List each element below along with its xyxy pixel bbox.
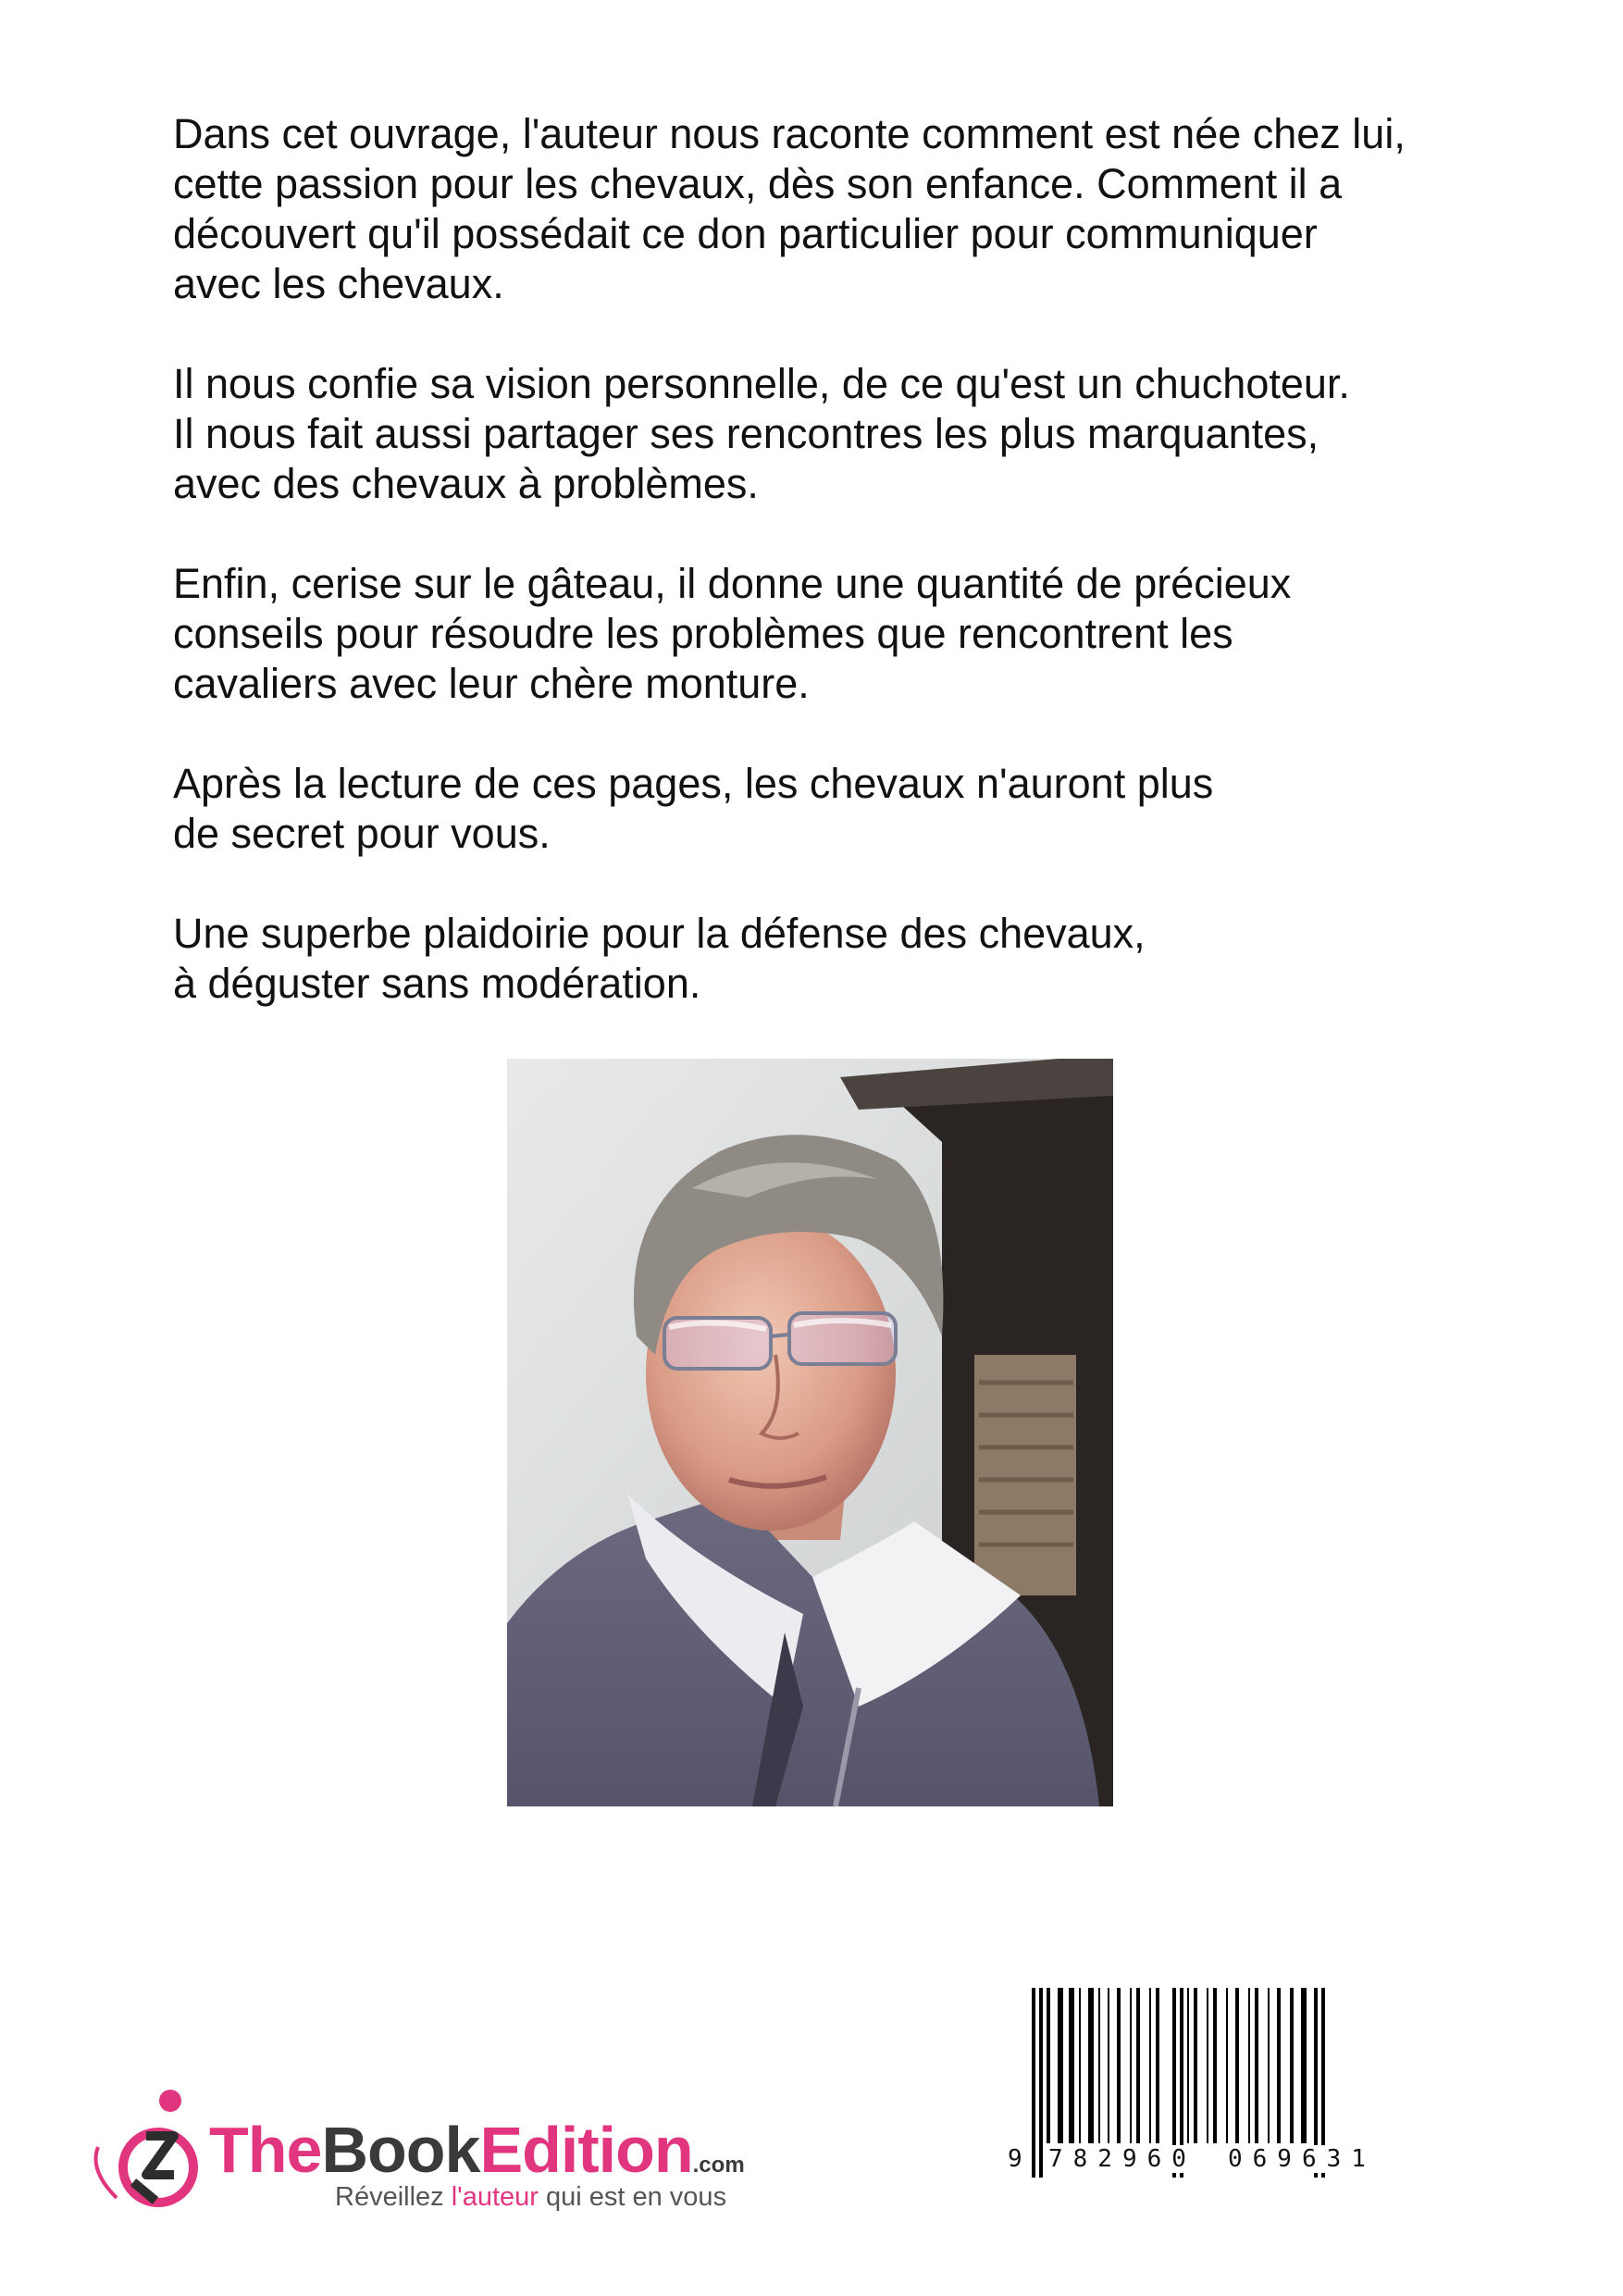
blurb-line: Il nous confie sa vision personnelle, de ce qu'est un chuchoteur.	[173, 360, 1350, 407]
blurb-line: cavaliers avec leur chère monture.	[173, 660, 810, 707]
blurb-line: Enfin, cerise sur le gâteau, il donne une quantité de précieux	[173, 560, 1292, 607]
blurb-paragraph-2	[173, 359, 1542, 509]
isbn-group-2: 069631	[1228, 2145, 1376, 2173]
barcode-bar	[1069, 1988, 1074, 2143]
barcode-bar	[1194, 1988, 1197, 2143]
barcode-bar	[1079, 1988, 1081, 2143]
blurb-line: conseils pour résoudre les problèmes que rencontrent les	[173, 610, 1233, 657]
barcode-bar	[1047, 1988, 1050, 2143]
barcode-bar	[1248, 1988, 1250, 2143]
publisher-tagline	[335, 2182, 726, 2213]
blurb-paragraph-3	[173, 559, 1542, 709]
blurb-line: cette passion pour les chevaux, dès son enfance. Comment il a	[173, 160, 1343, 207]
blurb-line: à déguster sans modération.	[173, 960, 701, 1007]
barcode-bar	[1130, 1988, 1132, 2143]
blurb-line: avec des chevaux à problèmes.	[173, 460, 759, 507]
blurb-paragraph-4	[173, 759, 1542, 859]
blurb-line: Après la lecture de ces pages, les chevaux n'auront plus	[173, 760, 1214, 807]
barcode-bar	[1255, 1988, 1258, 2143]
blurb-line: Il nous fait aussi partager ses rencontres les plus marquantes,	[173, 410, 1319, 457]
blurb-line: Dans cet ouvrage, l'auteur nous raconte comment est née chez lui,	[173, 110, 1406, 157]
barcode-bar	[1226, 1988, 1228, 2143]
publisher-name-part3: Edition	[479, 2114, 693, 2186]
blurb-paragraph-5	[173, 909, 1542, 1009]
author-photo	[507, 1059, 1113, 1806]
thebookedition-emblem-icon	[89, 2082, 209, 2221]
barcode-bar	[1213, 1988, 1217, 2143]
isbn-prefix: 9	[1008, 2145, 1022, 2173]
publisher-name-part1: The	[209, 2114, 322, 2186]
tagline-after: qui est en vous	[538, 2182, 727, 2212]
barcode-bar	[1058, 1988, 1063, 2143]
barcode-bar	[1098, 1988, 1100, 2143]
blurb-line: découvert qu'il possédait ce don particulier pour communiquer	[173, 210, 1318, 257]
isbn-group-1: 782960	[1048, 2145, 1196, 2173]
blurb-line: avec les chevaux.	[173, 260, 504, 307]
blurb-line: de secret pour vous.	[173, 810, 551, 857]
barcode-bar	[1032, 1988, 1035, 2178]
author-portrait-icon	[507, 1059, 1113, 1806]
barcode-bar	[1290, 1988, 1294, 2143]
publisher-logo	[89, 2082, 848, 2221]
barcode-bar	[1207, 1988, 1208, 2143]
barcode-bar	[1301, 1988, 1307, 2143]
publisher-name-part2: Book	[321, 2114, 480, 2186]
barcode-bar	[1039, 1988, 1043, 2178]
barcode-bar	[1277, 1988, 1281, 2143]
blurb-line: Une superbe plaidoirie pour la défense des chevaux,	[173, 910, 1146, 957]
publisher-domain: .com	[692, 2153, 745, 2178]
barcode-bar	[1108, 1988, 1109, 2143]
back-cover-blurb	[173, 109, 1542, 1059]
blurb-paragraph-1	[173, 109, 1542, 309]
barcode-bar	[1149, 1988, 1151, 2143]
tagline-highlight: l'auteur	[451, 2182, 539, 2212]
tagline-before: Réveillez	[335, 2182, 452, 2212]
barcode-bar	[1187, 1988, 1189, 2143]
barcode-bar	[1117, 1988, 1121, 2143]
barcode-bar	[1156, 1988, 1159, 2143]
barcode-bar	[1136, 1988, 1140, 2143]
barcode-bar	[1235, 1988, 1239, 2143]
barcode-bar	[1088, 1988, 1094, 2143]
barcode-bar	[1268, 1988, 1270, 2143]
